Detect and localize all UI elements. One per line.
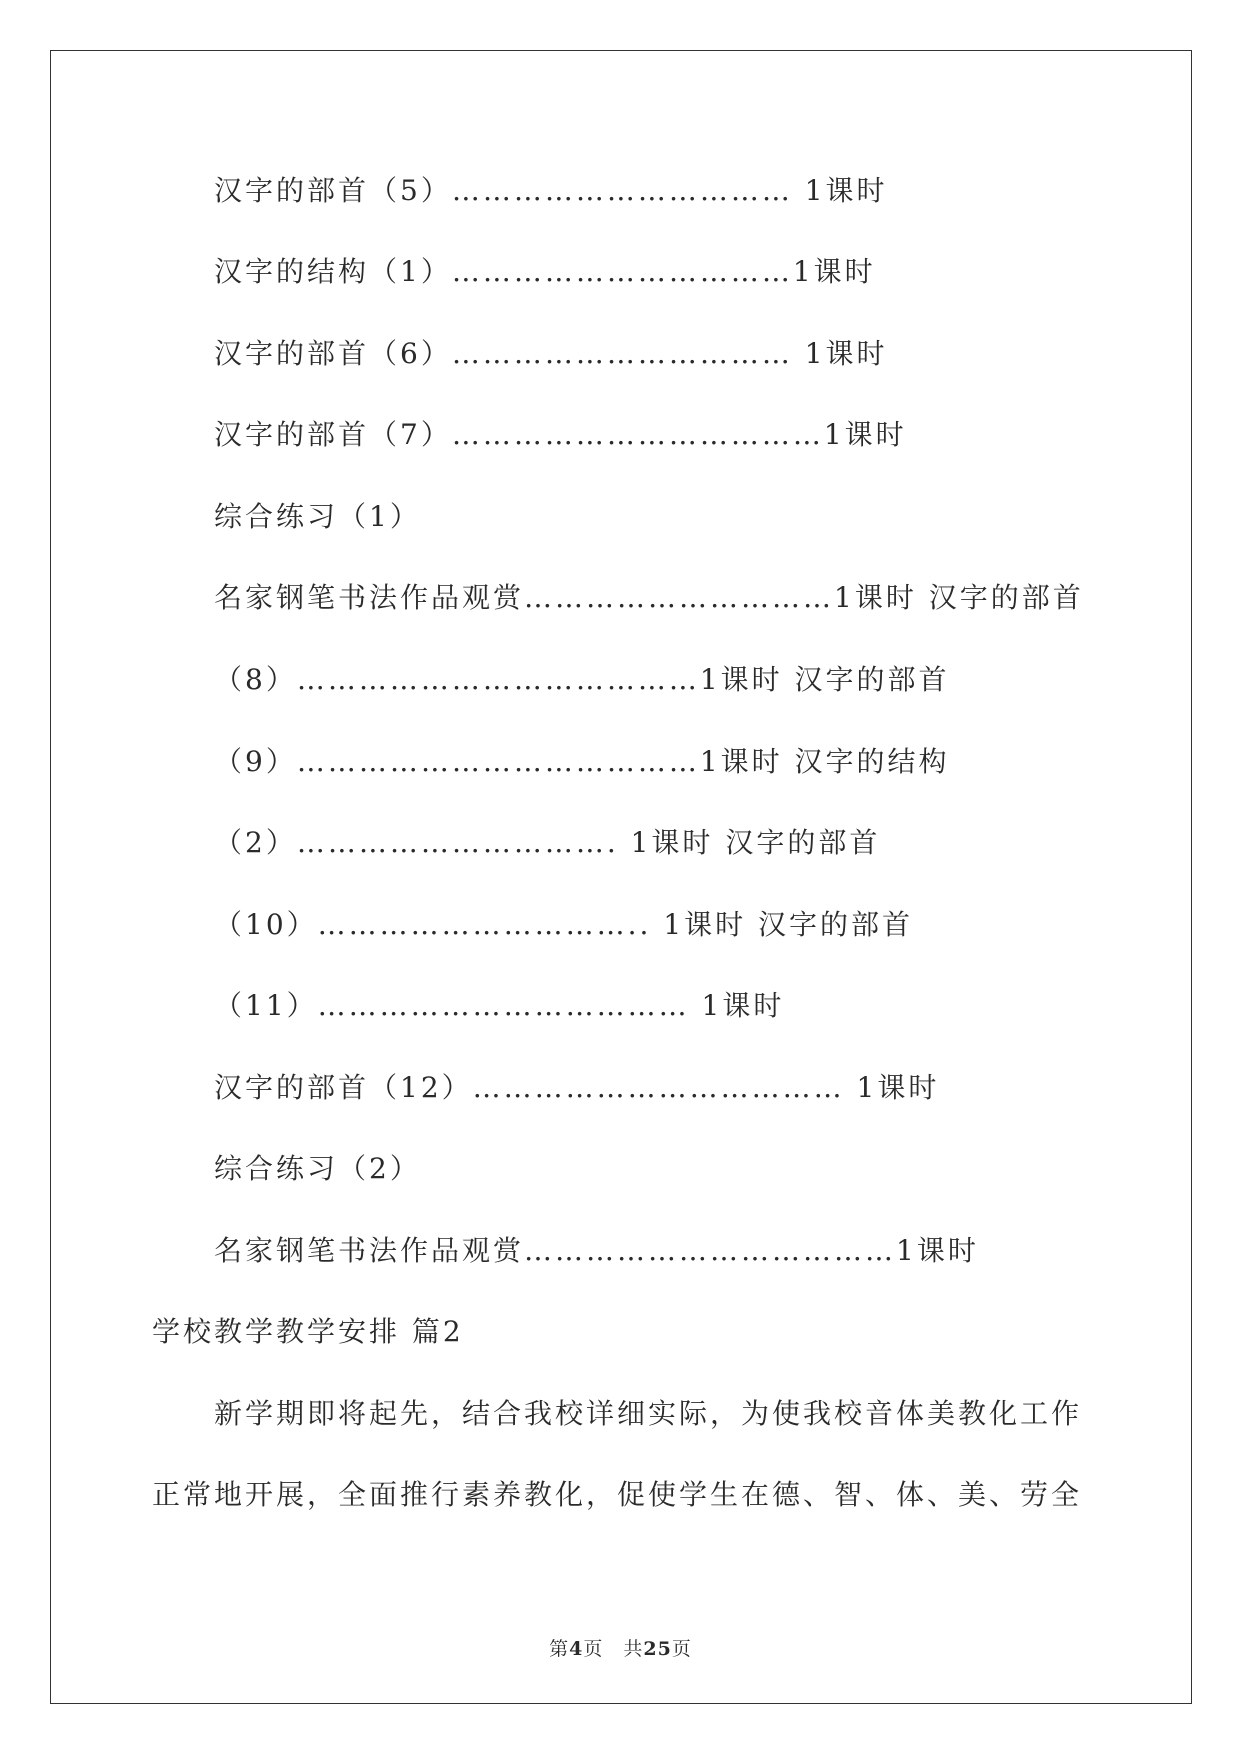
text-line: （11）……………………………… 1课时 bbox=[214, 989, 785, 1022]
section-heading: 学校教学教学安排 篇2 bbox=[152, 1315, 464, 1348]
text-line: 汉字的结构（1）……………………………1课时 bbox=[214, 255, 876, 288]
total-page-number: 25 bbox=[643, 1638, 672, 1660]
current-page-number: 4 bbox=[569, 1638, 584, 1660]
text-line: 综合练习（2） bbox=[214, 1152, 421, 1185]
text-line: （10）………………………….. 1课时 汉字的部首 bbox=[214, 908, 914, 941]
footer-suffix: 页 bbox=[671, 1638, 692, 1660]
text-line: （9）…………………………………1课时 汉字的结构 bbox=[214, 745, 950, 778]
paragraph-line: 新学期即将起先，结合我校详细实际，为使我校音体美教化工作 bbox=[214, 1397, 1083, 1430]
text-line: 汉字的部首（7）………………………………1课时 bbox=[214, 418, 907, 451]
footer-prefix: 第 bbox=[549, 1638, 570, 1660]
text-line: 汉字的部首（5）…………………………… 1课时 bbox=[214, 174, 888, 207]
paragraph-line: 正常地开展，全面推行素养教化，促使学生在德、智、体、美、劳全 bbox=[152, 1478, 1083, 1511]
text-line: （2）…………………………. 1课时 汉字的部首 bbox=[214, 826, 881, 859]
footer-middle: 页 共 bbox=[583, 1638, 644, 1660]
text-line: 名家钢笔书法作品观赏…………………………1课时 汉字的部首 bbox=[214, 581, 1084, 614]
page-footer bbox=[0, 1634, 1241, 1661]
text-line: 汉字的部首（6）…………………………… 1课时 bbox=[214, 337, 888, 370]
text-line: 名家钢笔书法作品观赏………………………………1课时 bbox=[214, 1234, 979, 1267]
text-line: 汉字的部首（12）……………………………… 1课时 bbox=[214, 1071, 940, 1104]
page-frame bbox=[50, 50, 1192, 1704]
text-line: （8）…………………………………1课时 汉字的部首 bbox=[214, 663, 950, 696]
text-line: 综合练习（1） bbox=[214, 500, 421, 533]
